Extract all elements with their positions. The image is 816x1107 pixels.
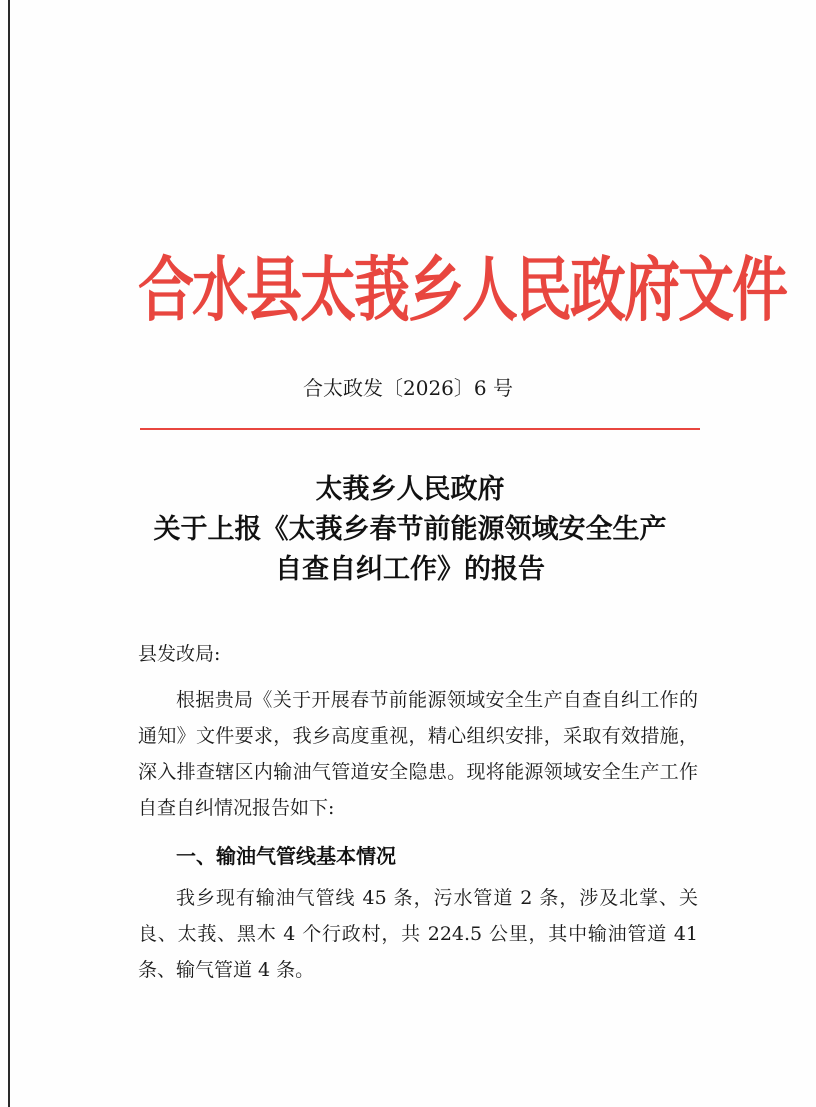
report-title-line-1: 太莪乡人民政府 <box>315 474 505 505</box>
report-title <box>110 470 710 590</box>
addressee: 县发改局: <box>138 643 221 665</box>
paragraph-pipeline-overview: 我乡现有输油气管线 45 条，污水管道 2 条，涉及北掌、关良、太莪、黑木 4 个行政村，共 224.5 公里，其中输油管道 41 条、输气管道 4 条。 <box>138 887 698 981</box>
section-heading-1: 一、输油气管线基本情况 <box>176 844 396 868</box>
document-number: 合太政发〔2026〕6 号 <box>303 376 513 400</box>
report-title-line-2: 关于上报《太莪乡春节前能源领域安全生产 <box>153 514 667 545</box>
scan-edge-line <box>8 0 10 1107</box>
masthead-title: 合水县太莪乡人民政府文件 <box>138 248 786 332</box>
report-title-line-3: 自查自纠工作》的报告 <box>275 554 545 585</box>
paragraph-intro: 根据贵局《关于开展春节前能源领域安全生产自查自纠工作的通知》文件要求，我乡高度重视，精心组织安排，采取有效措施，深入排查辖区内输油气管道安全隐患。现将能源领域安全生产工作自查自纠情况报告如下: <box>138 689 698 819</box>
red-divider-line <box>140 428 700 430</box>
